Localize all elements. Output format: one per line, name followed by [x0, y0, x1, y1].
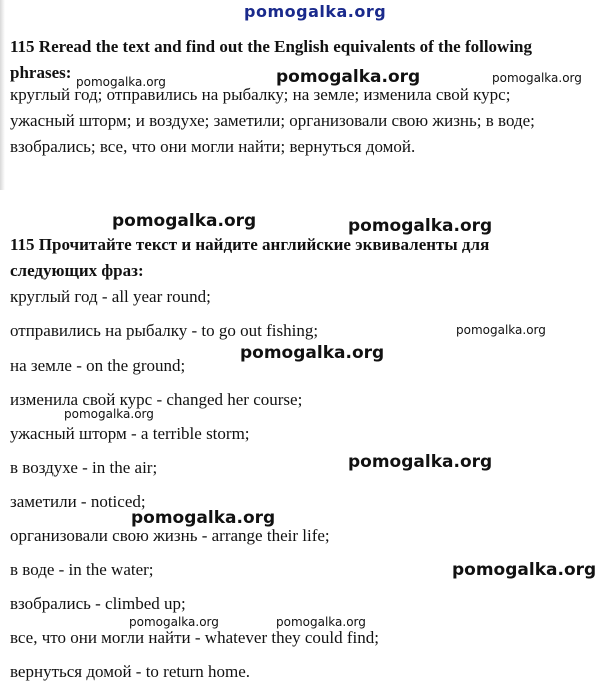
english-heading-line-1: 115 Reread the text and find out the English equivalents of the following — [10, 37, 533, 56]
page-edge-shadow — [0, 0, 5, 190]
watermark: pomogalka.org — [64, 407, 154, 421]
answer-line: изменила свой курс - changed her course; — [10, 390, 303, 409]
english-heading-line-2: phrases: — [10, 63, 72, 82]
answer-line: все, что они могли найти - whatever they could find; — [10, 628, 379, 647]
watermark: pomogalka.org — [348, 216, 493, 236]
phrases-line-3: взобрались; все, что они могли найти; вернуться домой. — [10, 137, 416, 156]
watermark: pomogalka.org — [131, 508, 276, 528]
watermark: pomogalka.org — [456, 323, 546, 337]
phrases-line-1: круглый год; отправились на рыбалку; на земле; изменила свой курс; — [10, 85, 511, 104]
answer-line: в воздухе - in the air; — [10, 458, 158, 477]
answer-line: в воде - in the water; — [10, 560, 154, 579]
watermark: pomogalka.org — [76, 75, 166, 89]
answer-line: на земле - on the ground; — [10, 356, 186, 375]
watermark: pomogalka.org — [452, 560, 597, 580]
answer-line: отправились на рыбалку - to go out fishing; — [10, 321, 319, 340]
answer-line: организовали свою жизнь - arrange their life; — [10, 526, 330, 545]
russian-task-heading — [10, 232, 600, 284]
watermark: pomogalka.org — [129, 615, 219, 629]
watermark-top: pomogalka.org — [244, 2, 387, 21]
russian-heading-line-1: 115 Прочитайте текст и найдите английские эквиваленты для — [10, 235, 490, 254]
answer-line: круглый год - all year round; — [10, 287, 211, 306]
answer-line: заметили - noticed; — [10, 492, 146, 511]
phrases-line-2: ужасный шторм; и воздухе; заметили; организовали свою жизнь; в воде; — [10, 111, 535, 130]
watermark: pomogalka.org — [276, 67, 421, 87]
answer-line: ужасный шторм - a terrible storm; — [10, 424, 250, 443]
answer-line: взобрались - climbed up; — [10, 594, 186, 613]
watermark: pomogalka.org — [112, 211, 257, 231]
english-task-phrases — [10, 82, 600, 160]
answer-line: вернуться домой - to return home. — [10, 662, 251, 681]
watermark: pomogalka.org — [240, 343, 385, 363]
watermark: pomogalka.org — [492, 71, 582, 85]
watermark: pomogalka.org — [348, 452, 493, 472]
russian-heading-line-2: следующих фраз: — [10, 261, 144, 280]
watermark: pomogalka.org — [276, 615, 366, 629]
